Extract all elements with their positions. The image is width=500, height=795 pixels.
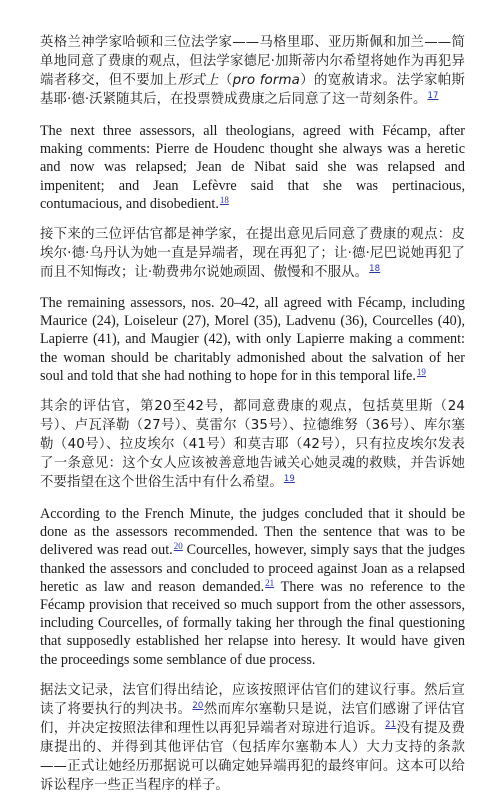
footnote-link[interactable]: 18 bbox=[219, 194, 229, 205]
footnote-link[interactable]: 20 bbox=[192, 700, 204, 711]
footnote-link[interactable]: 19 bbox=[416, 366, 426, 377]
footnote-link[interactable]: 21 bbox=[265, 577, 275, 588]
document-page bbox=[40, 33, 465, 795]
paragraph-text: The remaining assessors, nos. 20–42, all agreed with Fécamp, including Maurice (24), Loiseleur (27), Morel (35), Ladvenu (36), Courcelles (40), Lapierre (41), and Maugier (42), with only Lapierre making a comment: the woman should be charitably admonished about the salvation of her soul and told that she had nothing to hope for in this temporal life. bbox=[40, 295, 465, 384]
paragraph-text: 接下来的三位评估官都是神学家，在提出意见后同意了费康的观点：皮埃尔·德·乌丹认为她一直是异端者，现在再犯了；让·德·尼巴说她再犯了而且不知悔改；让·勒费弗尔说她顽固、傲慢和不服从。 bbox=[40, 227, 465, 281]
paragraph-text: 据法文记录，法官们得出结论，应该按照评估官们的建议行事。然后宣读了将要执行的判决书。 bbox=[40, 682, 465, 717]
paragraph-en-6 bbox=[40, 505, 465, 669]
paragraph-text: According to the French Minute, the judges concluded that it should be done as the assessors recommended. Then the sentence that was to be delivered was read out. bbox=[40, 506, 465, 559]
latin-phrase: pro forma bbox=[232, 73, 300, 88]
paragraph-text: There was no reference to the Fécamp provision that received so much support from the other assessors, including Courcelles, of formally taking her through the final questioning that supposedly established her relapse into heresy. It would have given the proceedings some semblance of due process. bbox=[40, 578, 465, 668]
paragraph-zh-5 bbox=[40, 397, 465, 492]
paragraph-text: 英格兰神学家哈顿和三位法学家——马格里耶、亚历斯佩和加兰——简单地同意了费康的观点，但法学家德尼·加斯蒂内尔希望将她作为再犯异端者移交，但不要加上 bbox=[40, 35, 465, 88]
paragraph-zh-3 bbox=[40, 225, 465, 282]
paragraph-text: 其余的评估官，第20至42号，都同意费康的观点，包括莫里斯（24号）、卢瓦泽勒（27号）、莫雷尔（35号）、拉德维努（36号）、库尔塞勒（40号）、拉皮埃尔（41号）和莫吉耶（42号），只有拉皮埃尔发表了一条意见：这个女人应该被善意地告诫关心她灵魂的救赎，并告诉她不要指望在这个世俗生活中有什么希望。 bbox=[40, 399, 465, 491]
paragraph-zh-7 bbox=[40, 681, 465, 795]
footnote-link[interactable]: 20 bbox=[173, 541, 183, 552]
footnote-link[interactable]: 17 bbox=[427, 91, 439, 101]
paragraph-zh-1 bbox=[40, 33, 465, 109]
paragraph-text: Courcelles, however, simply says that the judges thanked the assessors and concluded to proceed against Joan as a relapsed heretic as law and reason demanded. bbox=[40, 542, 465, 595]
footnote-link[interactable]: 18 bbox=[369, 264, 381, 275]
paragraph-en-2 bbox=[40, 122, 465, 213]
footnote-link[interactable]: 19 bbox=[283, 474, 295, 485]
paragraph-text: 然而库尔塞勒只是说，法官们感谢了评估官们，并决定按照法律和理性以再犯异端者对琼进行追诉。 bbox=[40, 701, 465, 736]
paragraph-en-4 bbox=[40, 294, 465, 385]
footnote-link[interactable]: 21 bbox=[385, 719, 397, 730]
paragraph-text: The next three assessors, all theologians, agreed with Fécamp, after making comments: Pierre de Houdenc thought she always was a heretic and now was relapsed; Jean de Nibat said she was relapsed and impenitent; and Jean Lefèvre said that she was pertinacious, contumacious, and disobedient. bbox=[40, 123, 465, 212]
paragraph-text: 没有提及费康提出的、并得到其他评估官（包括库尔塞勒本人）大力支持的条款——正式让她经历那据说可以确定她异端再犯的最终审问。这本可以给诉讼程序一些正当程序的样子。 bbox=[40, 720, 465, 793]
paragraph-text: ）的宽赦请求。法学家帕斯基耶·德·沃紧随其后，在投票赞成费康之后同意了这一苛刻条件。 bbox=[40, 73, 466, 107]
italic-phrase: 形式上 bbox=[177, 73, 219, 88]
paren-open: （ bbox=[218, 73, 233, 88]
